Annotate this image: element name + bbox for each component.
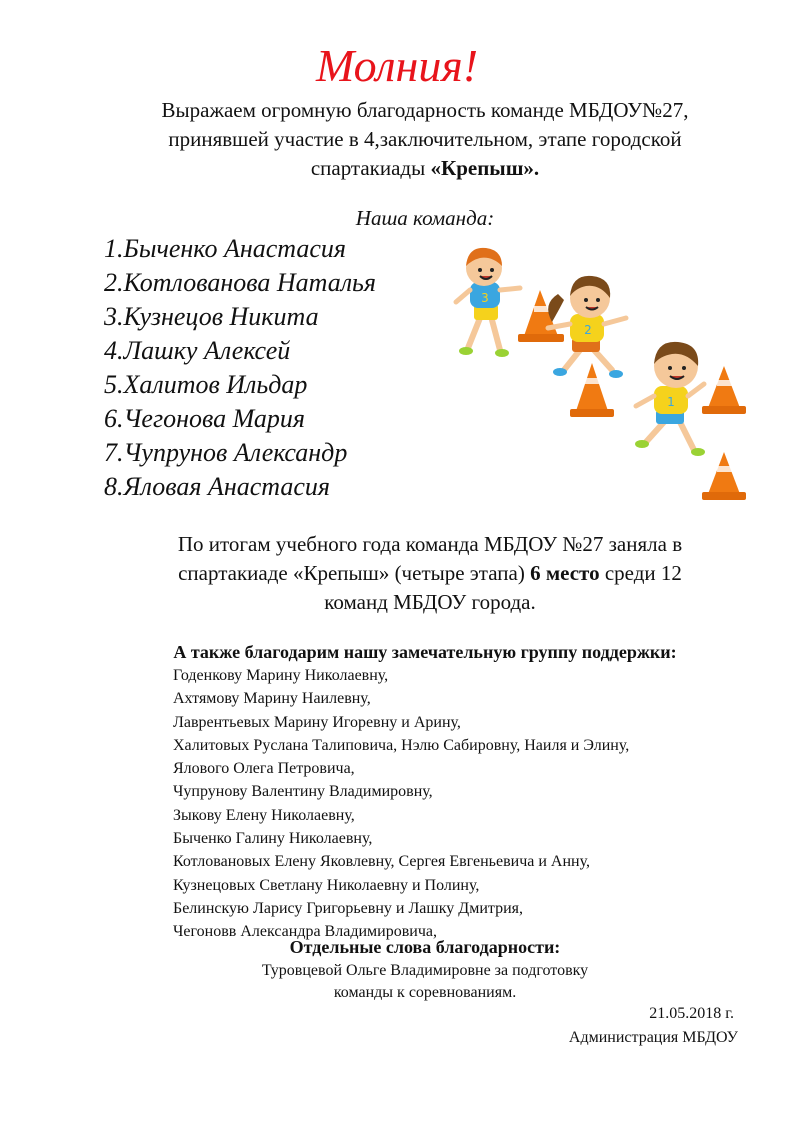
supporter-item: Чегоновв Александра Владимировича, xyxy=(173,923,437,941)
team-member: 5.Халитов Ильдар xyxy=(104,370,308,399)
intro-line-2: принявшей участие в 4,заключительном, этапе городской xyxy=(168,127,682,151)
cone-icon xyxy=(570,363,614,417)
running-boy-3-icon xyxy=(456,248,520,357)
running-boy-1-icon xyxy=(635,342,705,456)
supporter-item: Халитовых Руслана Талиповича, Нэлю Сабировну, Наиля и Элину, xyxy=(173,736,630,754)
svg-text:2: 2 xyxy=(584,323,592,337)
supporter-item: Ялового Олега Петровича, xyxy=(173,760,355,778)
svg-text:1: 1 xyxy=(667,395,675,409)
supporter-item: Зыкову Елену Николаевну, xyxy=(173,806,355,824)
result-line-2-post: среди 12 xyxy=(599,561,682,585)
supporter-item: Котловановых Елену Яковлевну, Сергея Евгеньевича и Анну, xyxy=(173,853,590,871)
team-member: 7.Чупрунов Александр xyxy=(104,438,348,467)
team-member: 1.Быченко Анастасия xyxy=(104,234,346,263)
cone-icon xyxy=(702,366,746,414)
team-member: 8.Яловая Анастасия xyxy=(104,472,330,501)
intro-line-3 xyxy=(60,154,790,183)
support-list xyxy=(173,664,629,944)
result-line-1: По итогам учебного года команда МБДОУ №27 заняла в xyxy=(177,532,683,556)
team-heading: Наша команда: xyxy=(355,206,495,230)
special-thanks-line-2: команды к соревнованиям. xyxy=(333,984,517,1001)
supporter-item: Чупрунову Валентину Владимировну, xyxy=(173,783,433,801)
result-line-2 xyxy=(120,559,740,588)
team-list xyxy=(104,232,376,504)
document-date: 21.05.2018 г. xyxy=(649,1005,734,1022)
intro-line-3-text: спартакиады xyxy=(310,156,431,180)
event-name: «Крепыш». xyxy=(430,156,540,180)
supporter-item: Ахтямову Марину Наилевну, xyxy=(173,690,371,708)
special-thanks-text xyxy=(200,960,650,1004)
result-line-3: команд МБДОУ города. xyxy=(324,590,536,614)
cone-icon xyxy=(702,452,746,500)
support-heading: А также благодарим нашу замечательную группу поддержки: xyxy=(173,642,677,662)
special-thanks-heading: Отдельные слова благодарности: xyxy=(289,937,561,957)
running-girl-2-icon xyxy=(548,276,626,378)
supporter-item: Годенкову Марину Николаевну, xyxy=(173,667,389,684)
page-title: Молния! xyxy=(315,40,479,91)
intro-paragraph xyxy=(60,96,790,183)
team-member: 2.Котлованова Наталья xyxy=(104,268,376,297)
place-result: 6 место xyxy=(530,561,600,585)
result-paragraph xyxy=(120,530,740,617)
team-member: 6.Чегонова Мария xyxy=(104,404,305,433)
team-member: 3.Кузнецов Никита xyxy=(104,302,319,331)
intro-line-1: Выражаем огромную благодарность команде МБДОУ№27, xyxy=(161,98,689,122)
supporter-item: Лаврентьевых Марину Игоревну и Арину, xyxy=(173,713,461,731)
running-kids-illustration xyxy=(440,238,760,513)
svg-text:3: 3 xyxy=(481,291,489,305)
team-member: 4.Лашку Алексей xyxy=(104,336,291,365)
supporter-item: Быченко Галину Николаевну, xyxy=(173,830,373,848)
result-line-2-pre: спартакиаде «Крепыш» (четыре этапа) xyxy=(178,561,531,585)
special-thanks-line-1: Туровцевой Ольге Владимировне за подготовку xyxy=(261,962,589,979)
supporter-item: Белинскую Ларису Григорьевну и Лашку Дмитрия, xyxy=(173,899,523,917)
supporter-item: Кузнецовых Светлану Николаевну и Полину, xyxy=(173,876,480,894)
signature: Администрация МБДОУ xyxy=(568,1029,738,1046)
